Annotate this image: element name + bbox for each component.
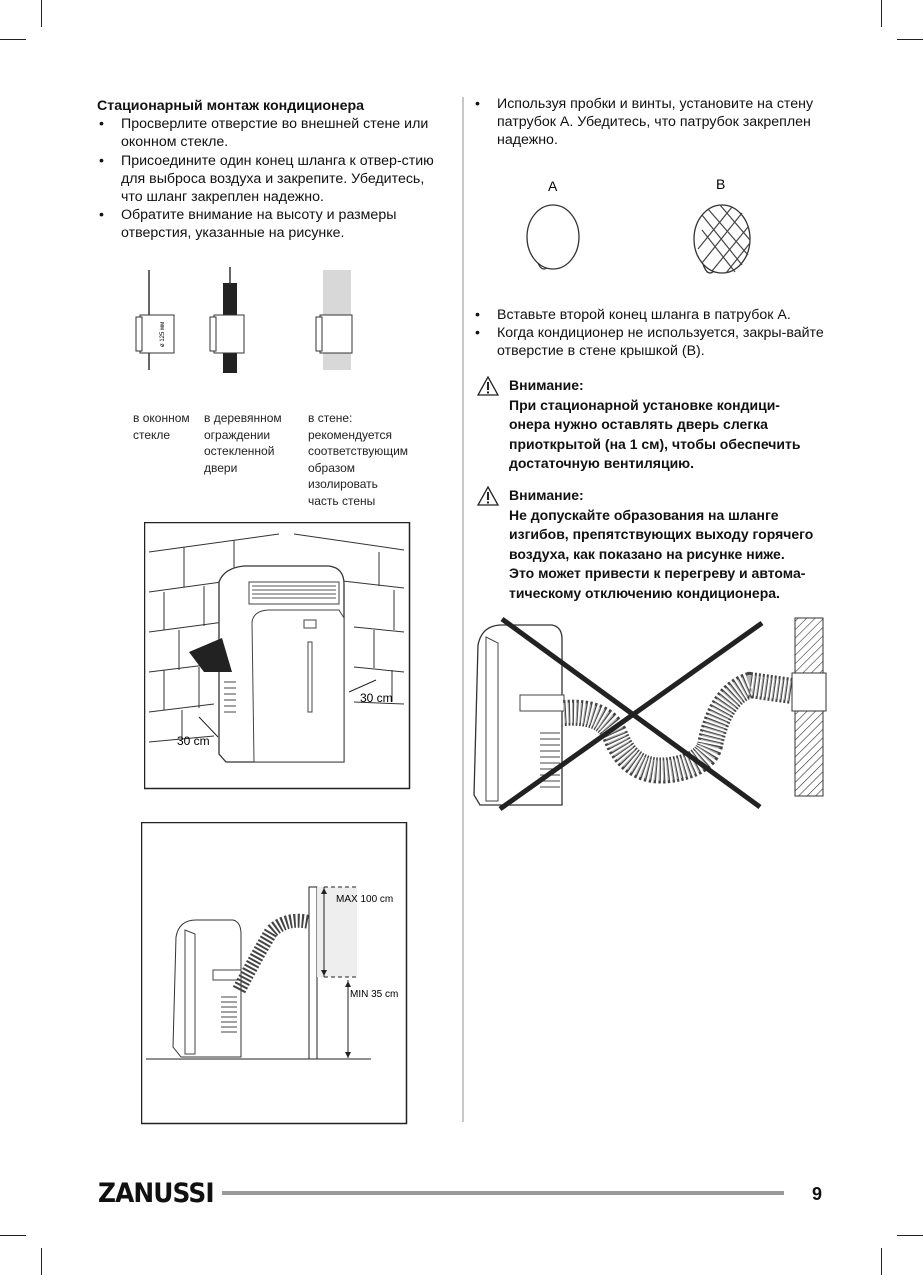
- warning-icon: [477, 486, 499, 506]
- warning-title: Внимание:: [509, 487, 584, 503]
- part-b-label: B: [716, 176, 726, 192]
- parts-figure: [520, 175, 770, 285]
- left-bullet-list: [97, 115, 435, 242]
- left-column: [97, 97, 435, 243]
- list-item: • Присоедините один конец шланга к отвер-стию для выброса воздуха и закрепите. Убедитесь, что шланг закреплен надежно.: [97, 152, 435, 207]
- mounting-types-figure: [120, 265, 420, 375]
- brand-logo: ZANUSSI: [98, 1178, 214, 1209]
- crop-mark: [41, 0, 42, 27]
- crop-mark: [881, 0, 882, 27]
- crop-mark: [0, 1235, 26, 1236]
- caption-window: в оконном стекле: [133, 411, 190, 442]
- crop-mark: [41, 1248, 42, 1275]
- part-a-label: A: [548, 178, 558, 194]
- caption-wall: в стене: рекомендуется соответствующим образом изолировать часть стены: [308, 411, 409, 508]
- hole-diameter-label: ø 125 мм: [160, 321, 166, 347]
- right-column-middle: [473, 306, 833, 361]
- warning-title: Внимание:: [509, 377, 584, 393]
- list-item: • Обратите внимание на высоту и размеры отверстия, указанные на рисунке.: [97, 206, 435, 242]
- page-number: 9: [812, 1184, 823, 1204]
- clearance-label-left: 30 cm: [177, 734, 210, 748]
- clearance-label-right: 30 cm: [360, 691, 393, 705]
- warning-icon: [477, 376, 499, 396]
- right-bullet-list: [473, 306, 833, 361]
- right-bullet-list-top: [473, 95, 833, 150]
- crop-mark: [897, 1235, 923, 1236]
- warning-hose-bends: [477, 486, 837, 603]
- caption-wood: в деревянном ограждении остекленной двери: [204, 411, 282, 475]
- height-figure: [141, 822, 409, 1126]
- list-item: • Используя пробки и винты, установите на стену патрубок A. Убедитесь, что патрубок закреплен надежно.: [473, 95, 833, 150]
- crop-mark: [881, 1248, 882, 1275]
- list-item: • Вставьте второй конец шланга в патрубок A.: [473, 306, 833, 324]
- list-item: • Просверлите отверстие во внешней стене или оконном стекле.: [97, 115, 435, 151]
- warning-text: Не допускайте образования на шланге изгибов, препятствующих выходу горячего воздуха, как показано на рисунке ниже. Это может привести к перегреву и автома- тическому отключению кондиционера.: [509, 506, 814, 601]
- footer-bar: [222, 1191, 784, 1195]
- list-item: • Когда кондиционер не используется, закры-вайте отверстие в стене крышкой (B).: [473, 324, 833, 360]
- crop-mark: [897, 39, 923, 40]
- warning-ventilation: [477, 376, 837, 474]
- clearance-figure: [144, 522, 411, 790]
- warning-text: При стационарной установке кондици- онера нужно оставлять дверь слегка приоткрытой (на 1 см), чтобы обеспечить достаточную вентиляцию.: [509, 396, 801, 471]
- section-heading: Стационарный монтаж кондиционера: [97, 98, 365, 114]
- max-height-label: MAX 100 cm: [336, 894, 394, 905]
- crop-mark: [0, 39, 26, 40]
- min-height-label: MIN 35 cm: [350, 989, 399, 1000]
- column-divider: [462, 97, 464, 1122]
- right-column-top: [473, 95, 833, 150]
- wrong-installation-figure: [470, 615, 830, 815]
